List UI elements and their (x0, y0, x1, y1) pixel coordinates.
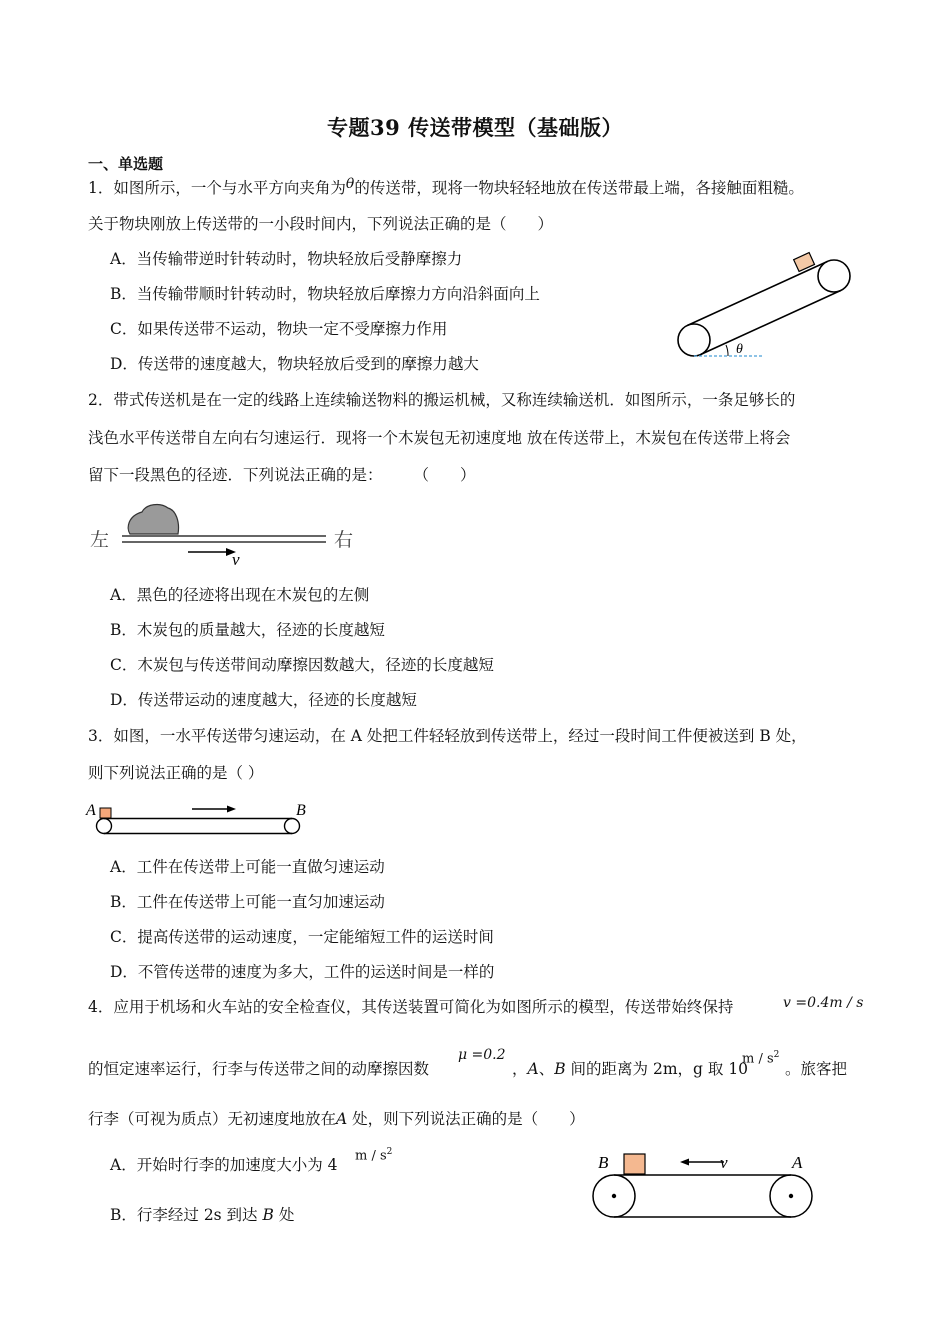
q4-stem-line-2-end: 。旅客把 (785, 1060, 848, 1078)
q1-option-d: D．传送带的速度越大，物块轻放后受到的摩擦力越大 (110, 355, 479, 373)
q4-stem-line-1: 4．应用于机场和火车站的安全检查仪，其传送装置可简化为如图所示的模型，传送带始终保持 (88, 998, 734, 1016)
q1-inclined-belt-figure (670, 246, 860, 366)
theta-symbol: θ (345, 176, 355, 192)
q4-stem-line-3: 行李（可视为质点）无初速度地放在A 处，则下列说法正确的是（ ） (88, 1110, 585, 1128)
q2-option-c: C．木炭包与传送带间动摩擦因数越大，径迹的长度越短 (110, 656, 494, 674)
q3-label-b: B (296, 802, 306, 819)
q4-label-a: A (792, 1153, 803, 1172)
section-heading: 一、单选题 (88, 155, 164, 173)
q4-velocity-label: v (720, 1153, 728, 1172)
q2-stem-line-2: 浅色水平传送带自左向右匀速运行．现将一个木炭包无初速度地 放在传送带上，木炭包在传送带上将会 (88, 429, 791, 447)
page-title: 专题39 传送带模型（基础版） (326, 115, 624, 140)
q4-stem-line-2-cont: ，A、B 间的距离为 2m，g 取 10 (512, 1060, 749, 1078)
q1-figure-theta-label: θ (736, 342, 743, 357)
q2-stem-line-1: 2．带式传送机是在一定的线路上连续输送物料的搬运机械，又称连续输送机．如图所示，一条足够长的 (88, 391, 796, 409)
q4-option-a: A．开始时行李的加速度大小为 4 (110, 1156, 338, 1174)
q4-velocity-value: v =0.4m / s (783, 995, 864, 1011)
q3-stem-line-1: 3．如图，一水平传送带匀速运动，在 A 处把工件轻轻放到传送带上，经过一段时间工件便被送到 B 处， (88, 727, 807, 745)
q3-label-a: A (86, 802, 96, 819)
charcoal-package-icon (128, 505, 178, 534)
q3-option-d: D．不管传送带的速度为多大，工件的运送时间是一样的 (110, 963, 495, 981)
q1-option-b: B．当传输带顺时针转动时，物块轻放后摩擦力方向沿斜面向上 (110, 285, 540, 303)
q2-option-b: B．木炭包的质量越大，径迹的长度越短 (110, 621, 385, 639)
q3-option-a: A．工件在传送带上可能一直做匀速运动 (110, 858, 385, 876)
q4-option-b: B．行李经过 2s 到达 B 处 (110, 1206, 295, 1224)
q3-horizontal-belt-figure (84, 798, 309, 840)
q2-option-a: A．黑色的径迹将出现在木炭包的左侧 (110, 586, 370, 604)
q4-gravity-unit: m / $s^2$ (742, 1050, 780, 1067)
q2-right-label: 右 (334, 530, 354, 551)
q4-friction-coefficient: μ =0.2 (458, 1047, 506, 1063)
q2-stem-line-3: 留下一段黑色的径迹．下列说法正确的是： （ ） (88, 466, 476, 484)
q2-horizontal-belt-figure (86, 498, 366, 573)
q1-option-c: C．如果传送带不运动，物块一定不受摩擦力作用 (110, 320, 448, 338)
q1-option-a: A．当传输带逆时针转动时，物块轻放后受静摩擦力 (110, 250, 463, 268)
q4-stem-line-2: 的恒定速率运行，行李与传送带之间的动摩擦因数 (88, 1060, 430, 1078)
q3-stem-line-2: 则下列说法正确的是（ ） (88, 764, 264, 782)
q4-label-b: B (598, 1153, 609, 1172)
q2-velocity-label: v (232, 550, 240, 569)
q3-option-c: C．提高传送带的运动速度，一定能缩短工件的运送时间 (110, 928, 494, 946)
q1-stem-line-2: 关于物块刚放上传送带的一小段时间内，下列说法正确的是（ ） (88, 215, 554, 233)
q2-left-label: 左 (90, 530, 110, 551)
q3-option-b: B．工件在传送带上可能一直匀加速运动 (110, 893, 385, 911)
q2-option-d: D．传送带运动的速度越大，径迹的长度越短 (110, 691, 417, 709)
q4-option-a-unit: m / $s^2$ (355, 1147, 393, 1164)
q4-security-belt-figure (588, 1148, 818, 1223)
q1-stem-line-1: 1．如图所示，一个与水平方向夹角为θ的传送带，现将一物块轻轻地放在传送带最上端，各接触面粗糙。 (88, 176, 804, 197)
